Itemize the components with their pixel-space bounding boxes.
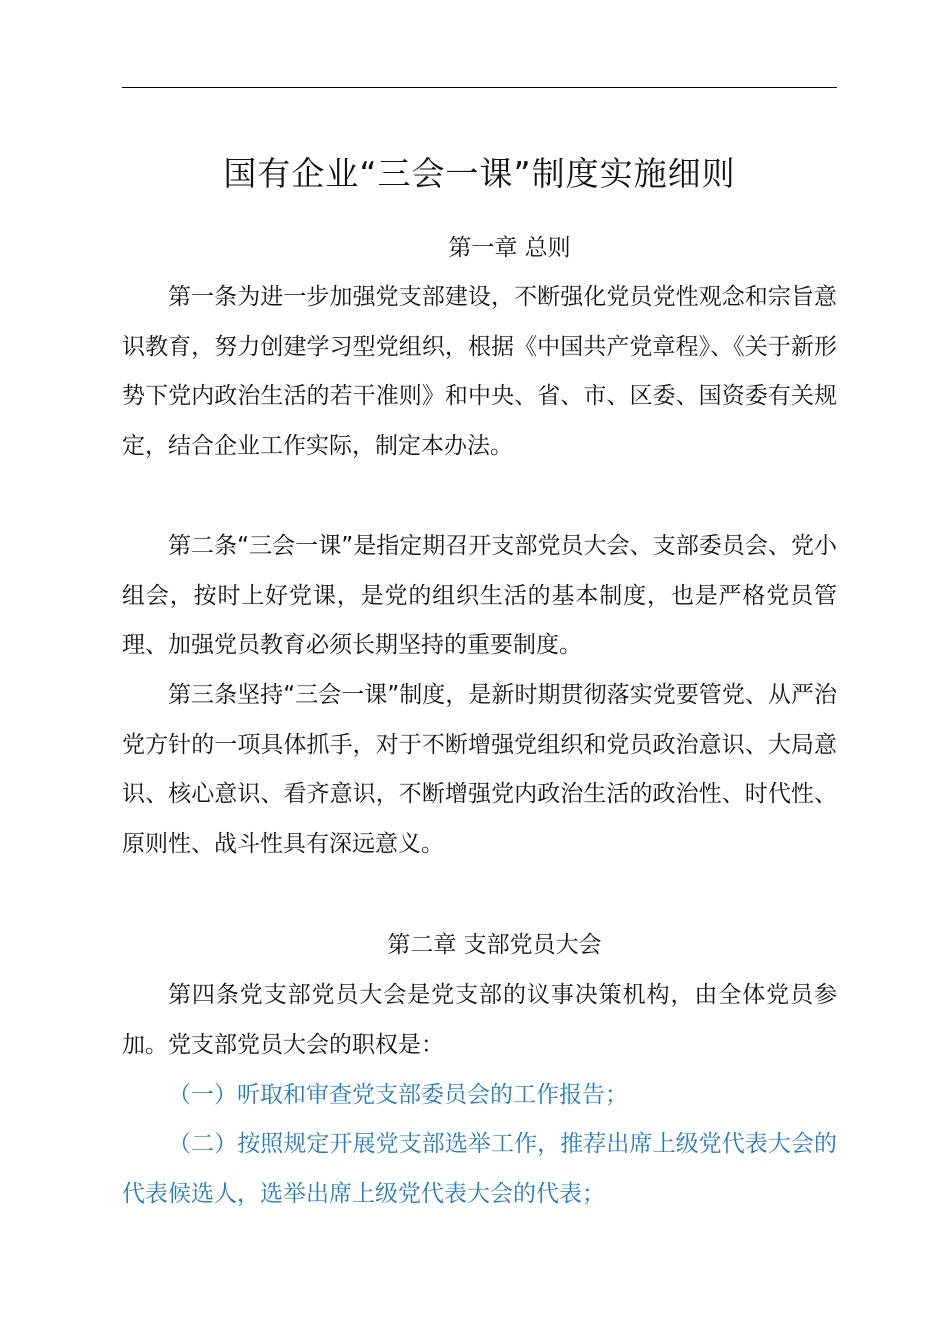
chapter-2-heading: 第二章 支部党员大会 <box>387 932 602 958</box>
article-3: 第三条坚持“三会一课”制度，是新时期贯彻落实党要管党、从严治党方针的一项具体抓手，对于不断增强党组织和党员政治意识、大局意识、核心意识、看齐意识，不断增强党内政治生活的政治性、时代性、原则性、战斗性具有深远意义。 <box>122 682 837 857</box>
article-4: 第四条党支部党员大会是党支部的议事决策机构，由全体党员参加。党支部党员大会的职权是： <box>122 982 837 1058</box>
document-title: 国有企业“三会一课”制度实施细则 <box>223 154 736 193</box>
article-2: 第二条“三会一课”是指定期召开支部党员大会、支部委员会、党小组会，按时上好党课，是党的组织生活的基本制度，也是严格党员管理、加强党员教育必须长期坚持的重要制度。 <box>122 533 837 659</box>
list-item: （二）按照规定开展党支部选举工作，推荐出席上级党代表大会的代表候选人，选举出席上级党代表大会的代表； <box>122 1131 837 1207</box>
article-1: 第一条为进一步加强党支部建设，不断强化党员党性观念和宗旨意识教育，努力创建学习型党组织，根据《中国共产党章程》、《关于新形势下党内政治生活的若干准则》和中央、省、市、区委、国资委有关规定，结合企业工作实际，制定本办法。 <box>122 284 837 459</box>
chapter-1-heading: 第一章 总则 <box>448 235 571 261</box>
header-rule <box>122 87 837 88</box>
list-item: （一）听取和审查党支部委员会的工作报告； <box>168 1082 628 1108</box>
